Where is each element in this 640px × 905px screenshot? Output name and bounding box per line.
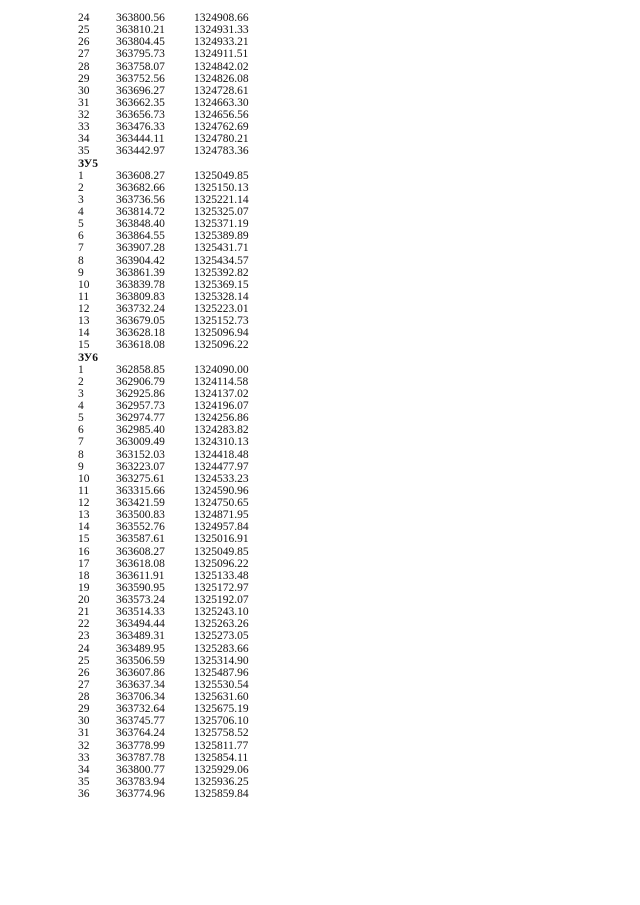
y-coordinate: 1325859.84 [194,788,249,800]
table-row [78,484,249,497]
table-row [78,472,249,485]
table-row [78,739,249,752]
point-number: 24 [78,12,90,24]
point-number: 3 [78,193,84,206]
point-number: 27 [78,678,90,691]
y-coordinate: 1325854.11 [194,751,249,764]
x-coordinate: 363732.24 [116,303,165,315]
y-coordinate: 1325530.54 [194,678,249,691]
x-coordinate: 363682.66 [116,181,165,194]
x-coordinate: 363476.33 [116,121,165,134]
y-coordinate: 1325706.10 [194,715,249,728]
x-coordinate: 363679.05 [116,315,165,328]
table-row [78,594,249,606]
x-coordinate: 363608.27 [116,545,165,558]
x-coordinate: 362957.73 [116,400,165,412]
x-coordinate: 363489.31 [116,630,165,643]
table-row [78,24,249,37]
point-number: 29 [78,72,90,85]
point-number: 16 [78,545,90,558]
table-row [78,60,249,73]
point-number: 32 [78,109,90,121]
table-row [78,533,249,546]
table-row [78,666,249,679]
x-coordinate: 363764.24 [116,727,165,740]
y-coordinate: 1324933.21 [194,36,249,49]
table-row [78,545,249,558]
point-number: 1 [78,169,84,182]
point-number: 30 [78,84,90,97]
point-number: 22 [78,618,90,631]
x-coordinate: 363662.35 [116,96,165,109]
table-row [78,727,249,740]
point-number: 25 [78,24,90,37]
x-coordinate: 363814.72 [116,206,165,218]
table-row [78,290,249,303]
y-coordinate: 1325811.77 [194,739,249,752]
x-coordinate: 363787.78 [116,751,165,764]
y-coordinate: 1325243.10 [194,606,249,619]
y-coordinate: 1325389.89 [194,230,249,243]
table-row [78,775,249,788]
point-number: 13 [78,509,90,522]
x-coordinate: 363573.24 [116,594,165,606]
y-coordinate: 1325049.85 [194,169,249,182]
x-coordinate: 363607.86 [116,666,165,679]
point-number: 11 [78,484,90,497]
y-coordinate: 1325283.66 [194,642,249,655]
y-coordinate: 1324780.21 [194,133,249,146]
x-coordinate: 363656.73 [116,109,165,121]
y-coordinate: 1325223.01 [194,303,249,315]
point-number: 6 [78,424,84,437]
x-coordinate: 363009.49 [116,436,165,449]
point-number: 23 [78,630,90,643]
table-row [78,497,249,509]
y-coordinate: 1324533.23 [194,472,249,485]
point-number: 15 [78,339,90,352]
point-number: 1 [78,363,84,376]
table-row [78,678,249,691]
point-number: 26 [78,36,90,49]
table-row [78,751,249,764]
point-number: 29 [78,703,90,716]
y-coordinate: 1325758.52 [194,727,249,740]
table-row [78,206,249,218]
y-coordinate: 1324090.00 [194,363,249,376]
point-number: 10 [78,472,90,485]
table-row [78,788,249,800]
y-coordinate: 1325096.94 [194,327,249,340]
table-row [78,303,249,315]
table-row [78,230,249,243]
point-number: 34 [78,133,90,146]
y-coordinate: 1325096.22 [194,557,249,570]
y-coordinate: 1324196.07 [194,400,249,412]
y-coordinate: 1324911.51 [194,48,249,61]
point-number: 13 [78,315,90,328]
point-number: 4 [78,400,84,412]
x-coordinate: 363778.99 [116,739,165,752]
x-coordinate: 363745.77 [116,715,165,728]
table-row [78,72,249,85]
x-coordinate: 363774.96 [116,788,165,800]
x-coordinate: 363809.83 [116,290,165,303]
x-coordinate: 363637.34 [116,678,165,691]
point-number: 8 [78,254,84,267]
x-coordinate: 363421.59 [116,497,165,509]
point-number: 21 [78,606,90,619]
x-coordinate: 363506.59 [116,654,165,667]
x-coordinate: 363618.08 [116,339,165,352]
table-row [78,193,249,206]
y-coordinate: 1325487.96 [194,666,249,679]
y-coordinate: 1324826.08 [194,72,249,85]
y-coordinate: 1325049.85 [194,545,249,558]
table-row [78,412,249,425]
table-row [78,606,249,619]
y-coordinate: 1325434.57 [194,254,249,267]
y-coordinate: 1324728.61 [194,84,249,97]
y-coordinate: 1324114.58 [194,375,249,388]
coordinate-list [78,12,249,800]
point-number: 18 [78,569,90,582]
x-coordinate: 363800.56 [116,12,165,24]
y-coordinate: 1325328.14 [194,290,249,303]
y-coordinate: 1324931.33 [194,24,249,37]
table-row [78,460,249,473]
x-coordinate: 363732.64 [116,703,165,716]
y-coordinate: 1325016.91 [194,533,249,546]
table-row [78,133,249,146]
table-row [78,327,249,340]
y-coordinate: 1325133.48 [194,569,249,582]
table-row [78,436,249,449]
table-row [78,315,249,328]
y-coordinate: 1325369.15 [194,278,249,291]
table-row [78,654,249,667]
table-row [78,387,249,400]
x-coordinate: 362974.77 [116,412,165,425]
point-number: 15 [78,533,90,546]
y-coordinate: 1324283.82 [194,424,249,437]
point-number: 2 [78,375,84,388]
x-coordinate: 363494.44 [116,618,165,631]
point-number: 7 [78,436,84,449]
y-coordinate: 1325431.71 [194,242,249,255]
x-coordinate: 363839.78 [116,278,165,291]
point-number: 36 [78,788,90,800]
y-coordinate: 1325929.06 [194,763,249,776]
table-row [78,278,249,291]
table-row [78,424,249,437]
x-coordinate: 362858.85 [116,363,165,376]
point-number: 4 [78,206,84,218]
table-row [78,509,249,522]
x-coordinate: 363861.39 [116,266,165,279]
point-number: 28 [78,60,90,73]
table-row [78,642,249,655]
x-coordinate: 363552.76 [116,521,165,534]
x-coordinate: 363590.95 [116,581,165,594]
point-number: 20 [78,594,90,606]
point-number: 34 [78,763,90,776]
table-row [78,581,249,594]
y-coordinate: 1325273.05 [194,630,249,643]
y-coordinate: 1325192.07 [194,594,249,606]
point-number: 19 [78,581,90,594]
y-coordinate: 1324842.02 [194,60,249,73]
x-coordinate: 363152.03 [116,448,165,461]
x-coordinate: 363783.94 [116,775,165,788]
point-number: 30 [78,715,90,728]
x-coordinate: 363864.55 [116,230,165,243]
table-row [78,181,249,194]
table-row [78,218,249,231]
point-number: 33 [78,751,90,764]
table-row [78,12,249,24]
x-coordinate: 362925.86 [116,387,165,400]
table-row [78,339,249,352]
x-coordinate: 363758.07 [116,60,165,73]
x-coordinate: 363800.77 [116,763,165,776]
point-number: 2 [78,181,84,194]
x-coordinate: 363752.56 [116,72,165,85]
y-coordinate: 1324957.84 [194,521,249,534]
y-coordinate: 1324137.02 [194,387,249,400]
point-number: 25 [78,654,90,667]
y-coordinate: 1324762.69 [194,121,249,134]
point-number: 6 [78,230,84,243]
y-coordinate: 1324871.95 [194,509,249,522]
x-coordinate: 363904.42 [116,254,165,267]
y-coordinate: 1324590.96 [194,484,249,497]
x-coordinate: 363804.45 [116,36,165,49]
point-number: 12 [78,303,90,315]
x-coordinate: 363628.18 [116,327,165,340]
table-row [78,363,249,376]
table-row [78,254,249,267]
point-number: 14 [78,327,90,340]
point-number: 14 [78,521,90,534]
table-row [78,48,249,61]
y-coordinate: 1325675.19 [194,703,249,716]
y-coordinate: 1325172.97 [194,581,249,594]
x-coordinate: 363608.27 [116,169,165,182]
y-coordinate: 1325152.73 [194,315,249,328]
x-coordinate: 363489.95 [116,642,165,655]
x-coordinate: 363223.07 [116,460,165,473]
point-number: 7 [78,242,84,255]
point-number: 3 [78,387,84,400]
table-row [78,169,249,182]
point-number: 35 [78,145,90,158]
point-number: 11 [78,290,90,303]
table-row [78,630,249,643]
x-coordinate: 363706.34 [116,691,165,703]
table-row [78,521,249,534]
table-row [78,109,249,121]
table-row [78,691,249,703]
y-coordinate: 1324656.56 [194,109,249,121]
section-title: ЗУ6 [78,351,98,364]
y-coordinate: 1325096.22 [194,339,249,352]
x-coordinate: 363444.11 [116,133,165,146]
y-coordinate: 1325392.82 [194,266,249,279]
point-number: 12 [78,497,90,509]
y-coordinate: 1325371.19 [194,218,249,231]
y-coordinate: 1324663.30 [194,96,249,109]
x-coordinate: 363795.73 [116,48,165,61]
x-coordinate: 363500.83 [116,509,165,522]
point-number: 9 [78,460,84,473]
y-coordinate: 1324477.97 [194,460,249,473]
point-number: 27 [78,48,90,61]
point-number: 10 [78,278,90,291]
table-row [78,375,249,388]
point-number: 17 [78,557,90,570]
x-coordinate: 363442.97 [116,145,165,158]
table-row [78,715,249,728]
x-coordinate: 363696.27 [116,84,165,97]
y-coordinate: 1324750.65 [194,497,249,509]
table-row [78,569,249,582]
point-number: 28 [78,691,90,703]
y-coordinate: 1325325.07 [194,206,249,218]
table-row [78,400,249,412]
table-row [78,557,249,570]
y-coordinate: 1325936.25 [194,775,249,788]
table-row [78,121,249,134]
x-coordinate: 363611.91 [116,569,165,582]
point-number: 24 [78,642,90,655]
table-row [78,84,249,97]
y-coordinate: 1325631.60 [194,691,249,703]
x-coordinate: 363736.56 [116,193,165,206]
point-number: 31 [78,727,90,740]
x-coordinate: 363848.40 [116,218,165,231]
x-coordinate: 363587.61 [116,533,165,546]
y-coordinate: 1324310.13 [194,436,249,449]
y-coordinate: 1325221.14 [194,193,249,206]
point-number: 33 [78,121,90,134]
y-coordinate: 1325263.26 [194,618,249,631]
point-number: 26 [78,666,90,679]
point-number: 5 [78,412,84,425]
x-coordinate: 362985.40 [116,424,165,437]
table-row [78,703,249,716]
table-row [78,242,249,255]
table-row [78,763,249,776]
x-coordinate: 363315.66 [116,484,165,497]
x-coordinate: 363618.08 [116,557,165,570]
point-number: 5 [78,218,84,231]
y-coordinate: 1324783.36 [194,145,249,158]
table-row [78,266,249,279]
x-coordinate: 363514.33 [116,606,165,619]
x-coordinate: 363907.28 [116,242,165,255]
y-coordinate: 1324908.66 [194,12,249,24]
point-number: 9 [78,266,84,279]
x-coordinate: 363275.61 [116,472,165,485]
y-coordinate: 1324256.86 [194,412,249,425]
table-row [78,145,249,158]
section-title: ЗУ5 [78,157,98,170]
table-row [78,36,249,49]
point-number: 8 [78,448,84,461]
table-row [78,96,249,109]
table-row [78,618,249,631]
y-coordinate: 1325314.90 [194,654,249,667]
point-number: 32 [78,739,90,752]
point-number: 31 [78,96,90,109]
table-row [78,448,249,461]
x-coordinate: 363810.21 [116,24,165,37]
y-coordinate: 1324418.48 [194,448,249,461]
x-coordinate: 362906.79 [116,375,165,388]
point-number: 35 [78,775,90,788]
y-coordinate: 1325150.13 [194,181,249,194]
